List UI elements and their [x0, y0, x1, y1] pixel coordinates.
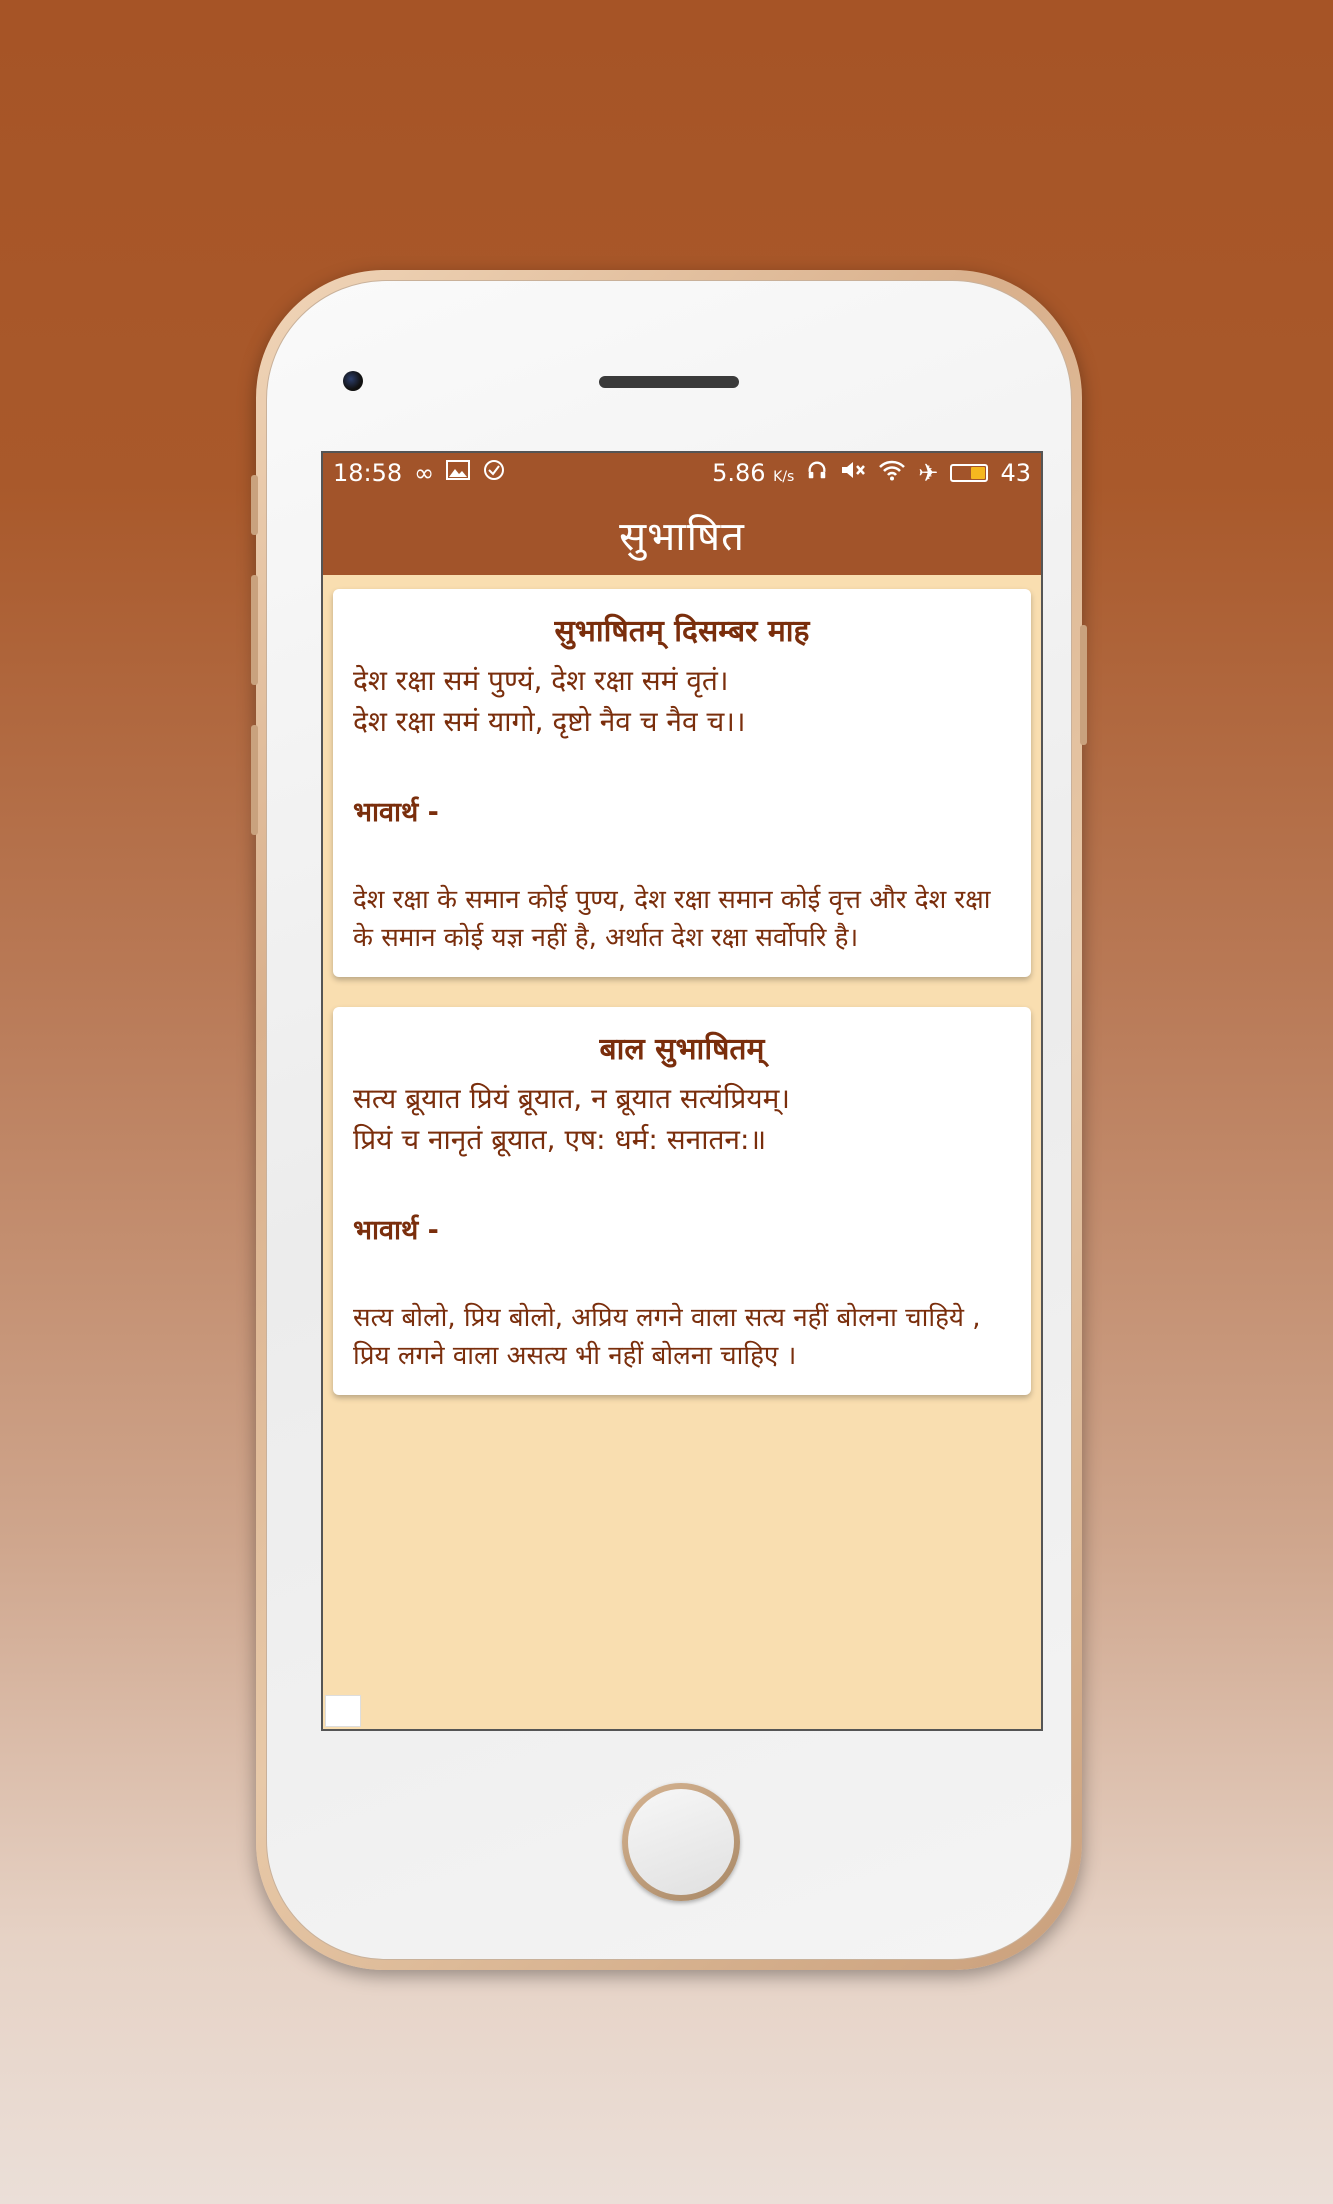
- silent-switch: [251, 475, 258, 535]
- wifi-icon: [878, 459, 906, 487]
- card-title: सुभाषितम् दिसम्बर माह: [554, 614, 810, 649]
- front-camera: [343, 371, 363, 391]
- headphones-icon: [806, 459, 828, 487]
- battery-icon: [950, 464, 988, 482]
- mute-icon: [840, 459, 866, 487]
- meaning-label: भावार्थ -: [353, 797, 439, 828]
- verse-line: देश रक्षा समं यागो, दृष्टो नैव च नैव च।।: [353, 705, 746, 738]
- image-icon: [446, 459, 470, 487]
- verse-line: प्रियं च नानृतं ब्रूयात, एष: धर्म: सनातन:॥: [353, 1123, 767, 1156]
- app-title: सुभाषित: [619, 513, 745, 560]
- meaning-text: सत्य बोलो, प्रिय बोलो, अप्रिय लगने वाला सत्य नहीं बोलना चाहिये , प्रिय लगने वाला असत्य भी नहीं बोलना चाहिए ।: [353, 1303, 981, 1371]
- meaning-label: भावार्थ -: [353, 1215, 439, 1246]
- battery-fill: [971, 467, 986, 479]
- corner-overlay: [325, 1695, 361, 1727]
- verse-line: सत्य ब्रूयात प्रियं ब्रूयात, न ब्रूयात सत्यंप्रियम्।: [353, 1082, 790, 1115]
- volume-down-button: [251, 725, 258, 835]
- volume-up-button: [251, 575, 258, 685]
- status-time: 18:58: [333, 459, 403, 487]
- status-bar: [323, 453, 1041, 493]
- battery-level: 43: [1000, 459, 1031, 487]
- infinity-icon: ∞: [414, 459, 435, 487]
- subhashit-card[interactable]: [333, 1007, 1031, 1395]
- home-button-face: [628, 1789, 734, 1895]
- phone-frame: [256, 270, 1082, 1970]
- check-circle-icon: [482, 458, 506, 488]
- network-speed-value: 5.86: [712, 459, 766, 487]
- subhashit-card[interactable]: [333, 589, 1031, 977]
- card-list[interactable]: [323, 575, 1041, 1439]
- network-speed-unit: K/s: [773, 469, 795, 485]
- power-button: [1080, 625, 1087, 745]
- card-title: बाल सुभाषितम्: [599, 1032, 765, 1067]
- network-speed: [712, 459, 794, 487]
- home-button[interactable]: [622, 1783, 740, 1901]
- meaning-text: देश रक्षा के समान कोई पुण्य, देश रक्षा समान कोई वृत्त और देश रक्षा के समान कोई यज्ञ नहीं है, अर्थात देश रक्षा सर्वोपरि है।: [353, 885, 991, 953]
- verse-line: देश रक्षा समं पुण्यं, देश रक्षा समं वृतं।: [353, 664, 729, 697]
- airplane-icon: ✈: [918, 459, 939, 487]
- phone-face: [266, 280, 1072, 1960]
- app-bar: [323, 493, 1041, 575]
- app-screen: [321, 451, 1043, 1731]
- earpiece-speaker: [599, 376, 739, 388]
